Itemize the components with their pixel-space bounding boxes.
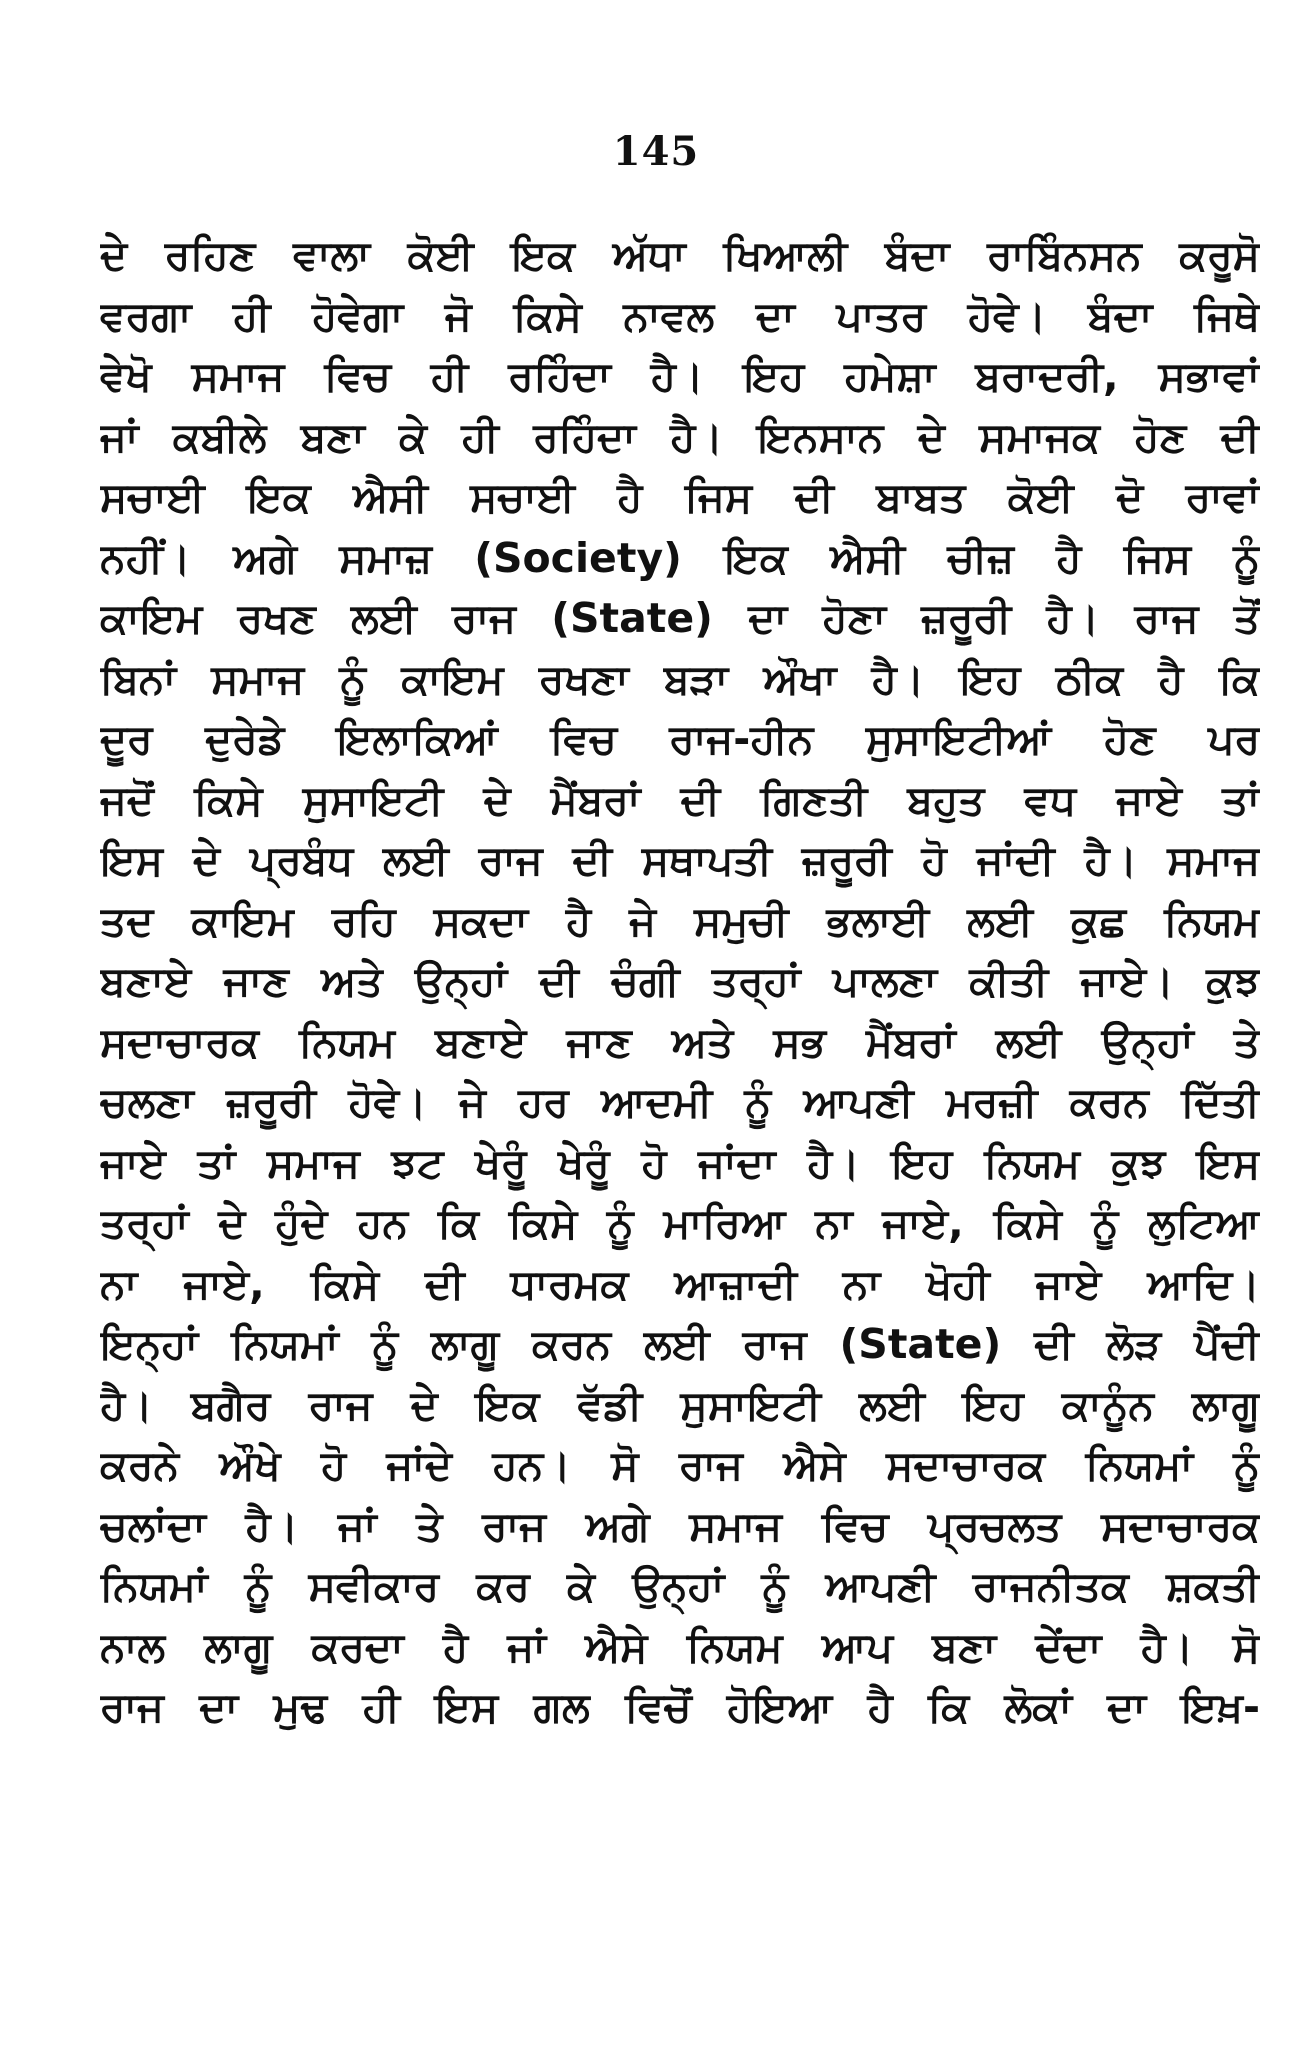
text-line: ਨਹੀਂ। ਅਗੇ ਸਮਾਜ਼ (Society) ਇਕ ਐਸੀ ਚੀਜ਼ ਹੈ ਜਿਸ ਨੂੰ: [100, 533, 1260, 582]
text-line: ਜਾਂ ਕਬੀਲੇ ਬਣਾ ਕੇ ਹੀ ਰਹਿੰਦਾ ਹੈ। ਇਨਸਾਨ ਦੇ ਸਮਾਜਕ ਹੋਣ ਦੀ: [100, 412, 1260, 461]
text-line: ਤਰ੍ਹਾਂ ਦੇ ਹੁੰਦੇ ਹਨ ਕਿ ਕਿਸੇ ਨੂੰ ਮਾਰਿਆ ਨਾ ਜਾਏ, ਕਿਸੇ ਨੂੰ ਲੁਟਿਆ: [100, 1199, 1260, 1247]
text-line: ਬਣਾਏ ਜਾਣ ਅਤੇ ਉਨ੍ਹਾਂ ਦੀ ਚੰਗੀ ਤਰ੍ਹਾਂ ਪਾਲਣਾ ਕੀਤੀ ਜਾਏ। ਕੁਝ: [100, 957, 1260, 1005]
text-line: ਬਿਨਾਂ ਸਮਾਜ ਨੂੰ ਕਾਇਮ ਰਖਣਾ ਬੜਾ ਔਖਾ ਹੈ। ਇਹ ਠੀਕ ਹੈ ਕਿ: [100, 654, 1260, 703]
text-line: ਤਦ ਕਾਇਮ ਰਹਿ ਸਕਦਾ ਹੈ ਜੇ ਸਮੁਚੀ ਭਲਾਈ ਲਈ ਕੁਛ ਨਿਯਮ: [100, 896, 1260, 945]
text-line: ਵਰਗਾ ਹੀ ਹੋਵੇਗਾ ਜੋ ਕਿਸੇ ਨਾਵਲ ਦਾ ਪਾਤਰ ਹੋਵੇ। ਬੰਦਾ ਜਿਥੇ: [100, 291, 1260, 340]
text-line: ਨਿਯਮਾਂ ਨੂੰ ਸਵੀਕਾਰ ਕਰ ਕੇ ਉਨ੍ਹਾਂ ਨੂੰ ਆਪਣੀ ਰਾਜਨੀਤਕ ਸ਼ਕਤੀ: [100, 1562, 1260, 1610]
text-line: ਕਾਇਮ ਰਖਣ ਲਈ ਰਾਜ (State) ਦਾ ਹੋਣਾ ਜ਼ਰੂਰੀ ਹੈ। ਰਾਜ ਤੋਂ: [100, 594, 1260, 642]
text-line: ਚਲਾਂਦਾ ਹੈ। ਜਾਂ ਤੇ ਰਾਜ ਅਗੇ ਸਮਾਜ ਵਿਚ ਪ੍ਰਚਲਤ ਸਦਾਚਾਰਕ: [100, 1501, 1260, 1550]
text-line: ਵੇਖੋ ਸਮਾਜ ਵਿਚ ਹੀ ਰਹਿੰਦਾ ਹੈ। ਇਹ ਹਮੇਸ਼ਾ ਬਰਾਦਰੀ, ਸਭਾਵਾਂ: [100, 352, 1260, 400]
text-line: ਨਾ ਜਾਏ, ਕਿਸੇ ਦੀ ਧਾਰਮਕ ਆਜ਼ਾਦੀ ਨਾ ਖੋਹੀ ਜਾਏ ਆਦਿ।: [100, 1259, 1260, 1308]
text-line: ਹੈ। ਬਗੈਰ ਰਾਜ ਦੇ ਇਕ ਵੱਡੀ ਸੁਸਾਇਟੀ ਲਈ ਇਹ ਕਾਨੂੰਨ ਲਾਗੂ: [100, 1380, 1260, 1429]
text-line: ਨਾਲ ਲਾਗੂ ਕਰਦਾ ਹੈ ਜਾਂ ਐਸੇ ਨਿਯਮ ਆਪ ਬਣਾ ਦੇਂਦਾ ਹੈ। ਸੋ: [100, 1622, 1260, 1671]
text-line: ਰਾਜ ਦਾ ਮੁਢ ਹੀ ਇਸ ਗਲ ਵਿਚੋਂ ਹੋਇਆ ਹੈ ਕਿ ਲੋਕਾਂ ਦਾ ਇਖ਼-: [100, 1683, 1260, 1731]
text-line: ਦੂਰ ਦੁਰੇਡੇ ਇਲਾਕਿਆਂ ਵਿਚ ਰਾਜ-ਹੀਨ ਸੁਸਾਇਟੀਆਂ ਹੋਣ ਪਰ: [100, 715, 1260, 763]
text-line: ਚਲਣਾ ਜ਼ਰੂਰੀ ਹੋਵੇ। ਜੇ ਹਰ ਆਦਮੀ ਨੂੰ ਆਪਣੀ ਮਰਜ਼ੀ ਕਰਨ ਦਿੱਤੀ: [100, 1078, 1260, 1126]
text-line: ਇਸ ਦੇ ਪ੍ਰਬੰਧ ਲਈ ਰਾਜ ਦੀ ਸਥਾਪਤੀ ਜ਼ਰੂਰੀ ਹੋ ਜਾਂਦੀ ਹੈ। ਸਮਾਜ: [100, 836, 1260, 884]
text-line: ਕਰਨੇ ਔਖੇ ਹੋ ਜਾਂਦੇ ਹਨ। ਸੋ ਰਾਜ ਐਸੇ ਸਦਾਚਾਰਕ ਨਿਯਮਾਂ ਨੂੰ: [100, 1441, 1260, 1489]
text-line: ਦੇ ਰਹਿਣ ਵਾਲਾ ਕੋਈ ਇਕ ਅੱਧਾ ਖਿਆਲੀ ਬੰਦਾ ਰਾਬਿੰਨਸਨ ਕਰੂਸੋ: [100, 231, 1260, 279]
text-line: ਜਦੋਂ ਕਿਸੇ ਸੁਸਾਇਟੀ ਦੇ ਮੈਂਬਰਾਂ ਦੀ ਗਿਣਤੀ ਬਹੁਤ ਵਧ ਜਾਏ ਤਾਂ: [100, 775, 1260, 824]
text-line: ਸਦਾਚਾਰਕ ਨਿਯਮ ਬਣਾਏ ਜਾਣ ਅਤੇ ਸਭ ਮੈਂਬਰਾਂ ਲਈ ਉਨ੍ਹਾਂ ਤੇ: [100, 1017, 1260, 1066]
text-line: ਸਚਾਈ ਇਕ ਐਸੀ ਸਚਾਈ ਹੈ ਜਿਸ ਦੀ ਬਾਬਤ ਕੋਈ ਦੋ ਰਾਵਾਂ: [100, 473, 1260, 521]
body-text: [100, 225, 1260, 1738]
text-line: ਜਾਏ ਤਾਂ ਸਮਾਜ ਝਟ ਖੇਰੂੰ ਖੇਰੂੰ ਹੋ ਜਾਂਦਾ ਹੈ। ਇਹ ਨਿਯਮ ਕੁਝ ਇਸ: [100, 1138, 1260, 1187]
text-line: ਇਨ੍ਹਾਂ ਨਿਯਮਾਂ ਨੂੰ ਲਾਗੂ ਕਰਨ ਲਈ ਰਾਜ (State) ਦੀ ਲੋੜ ਪੈਂਦੀ: [100, 1320, 1260, 1368]
page-number: 145: [612, 128, 700, 175]
